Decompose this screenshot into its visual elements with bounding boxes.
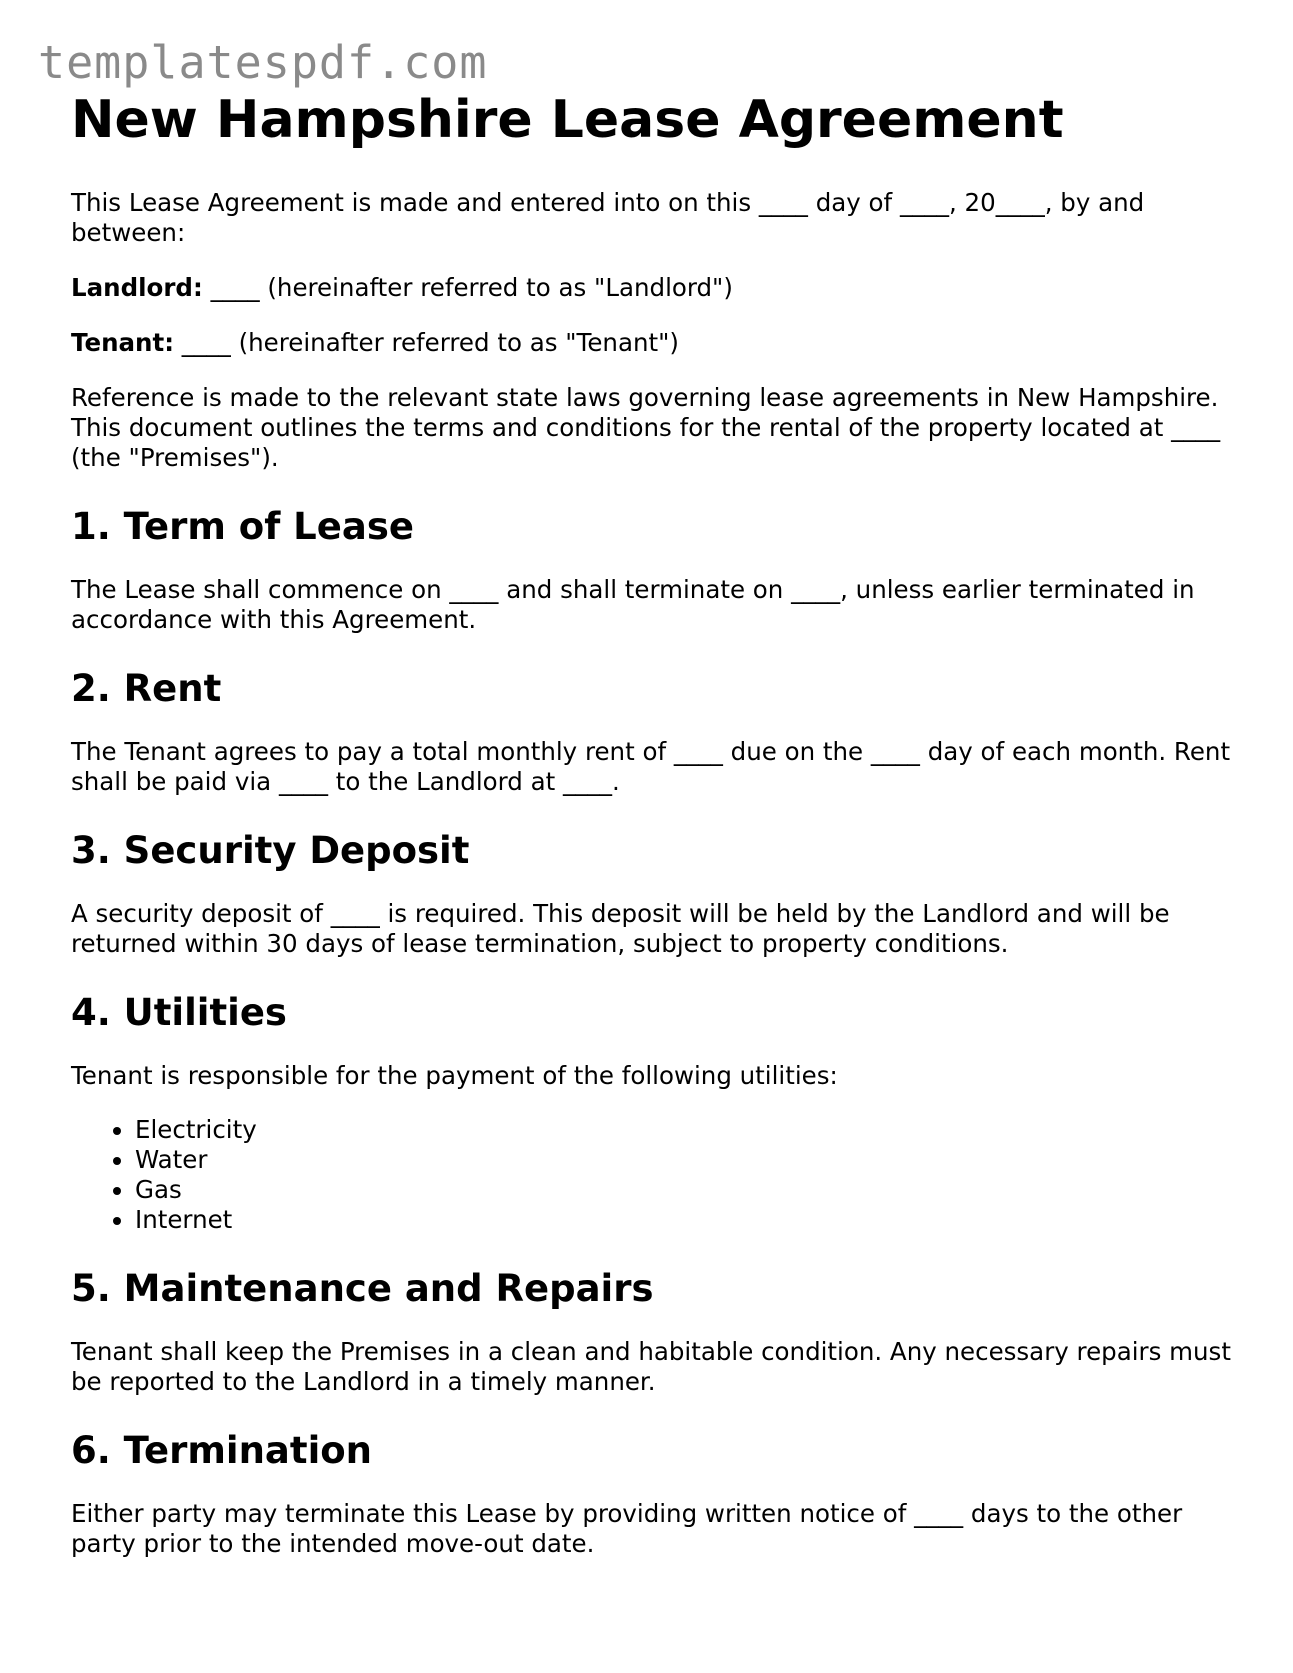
list-item: • Water — [135, 1145, 1241, 1175]
document-title: New Hampshire Lease Agreement — [71, 90, 1064, 150]
landlord-text: ____ (hereinafter referred to as "Landlord") — [202, 273, 733, 302]
tenant-line — [71, 328, 1241, 358]
section-body-rent: The Tenant agrees to pay a total monthly rent of ____ due on the ____ day of each month. Rent shall be paid via ____ to the Landlord at ____. — [71, 737, 1231, 796]
section-heading-maintenance: 5. Maintenance and Repairs — [71, 1267, 654, 1310]
document — [71, 88, 1241, 1559]
section-body-security-deposit: A security deposit of ____ is required. This deposit will be held by the Landlord and will be returned within 30 days of lease termination, subject to property conditions. — [71, 899, 1170, 958]
section-body-utilities: Tenant is responsible for the payment of the following utilities: — [71, 1061, 838, 1090]
section-body-termination: Either party may terminate this Lease by providing written notice of ____ days to the other party prior to the intended move-out date. — [71, 1499, 1183, 1558]
section-body-term: The Lease shall commence on ____ and shall terminate on ____, unless earlier terminated in accordance with this Agreement. — [71, 575, 1195, 634]
section-heading-security-deposit: 3. Security Deposit — [71, 829, 470, 872]
list-item: • Internet — [135, 1205, 1241, 1235]
section-body-maintenance: Tenant shall keep the Premises in a clean and habitable condition. Any necessary repairs must be reported to the Landlord in a timely manner. — [71, 1337, 1231, 1396]
section-heading-termination: 6. Termination — [71, 1429, 373, 1472]
landlord-line — [71, 273, 1241, 303]
landlord-label: Landlord: — [71, 273, 203, 302]
list-item: • Gas — [135, 1175, 1241, 1205]
reference-paragraph: Reference is made to the relevant state laws governing lease agreements in New Hampshire. This document outlines the terms and conditions for the rental of the property located at ____ (the "Premises"). — [71, 383, 1221, 472]
section-heading-rent: 2. Rent — [71, 667, 222, 710]
intro-paragraph: This Lease Agreement is made and entered into on this ____ day of ____, 20____, by and between: — [71, 188, 1145, 247]
tenant-label: Tenant: — [71, 328, 175, 357]
list-item: • Electricity — [135, 1115, 1241, 1145]
section-heading-utilities: 4. Utilities — [71, 991, 287, 1034]
tenant-text: ____ (hereinafter referred to as "Tenant") — [174, 328, 679, 357]
section-heading-term: 1. Term of Lease — [71, 505, 414, 548]
utilities-list — [71, 1115, 1241, 1235]
watermark: templatespdf.com — [38, 36, 488, 89]
